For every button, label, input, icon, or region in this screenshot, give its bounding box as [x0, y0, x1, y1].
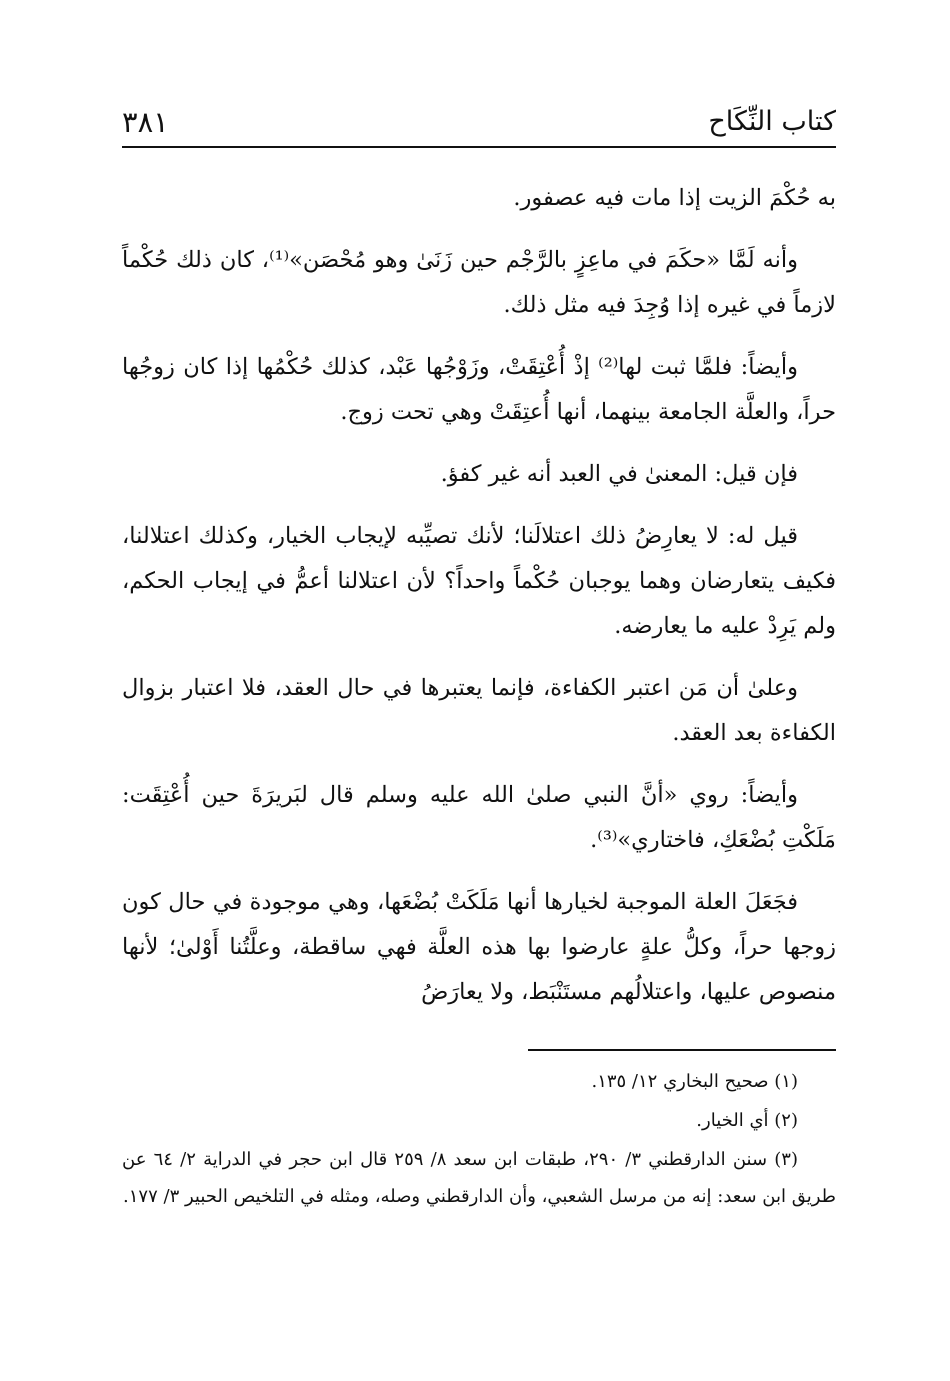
page-number: ٣٨١ — [122, 105, 169, 139]
paragraph: وعلىٰ أن مَن اعتبر الكفاءة، فإنما يعتبرها في حال العقد، فلا اعتبار بزوال الكفاءة بعد العقد. — [122, 675, 836, 746]
running-header — [122, 96, 836, 142]
paragraph: فإن قيل: المعنىٰ في العبد أنه غير كفؤ. — [440, 461, 798, 487]
chapter-title: كتاب النِّكَاح — [708, 106, 836, 137]
footnotes — [122, 1063, 836, 1215]
paragraph: وأنه لَمَّا «حكَمَ في ماعِزٍ بالرَّجْم حين زَنَىٰ وهو مُحْصَن»⁽¹⁾، كان ذلك حُكْماً لازماً في غيره إذا وُجِدَ فيه مثل ذلك. — [122, 247, 836, 318]
paragraph: قيل له: لا يعارِضُ ذلك اعتلالَنا؛ لأنك تصيِّبه لإيجاب الخيار، وكذلك اعتلالنا، فكيف يتعارضان وهما يوجبان حُكْماً واحداً؟ لأن اعتلالنا أعمُّ في إيجاب الحكم، ولم يَرِدْ عليه ما يعارضه. — [122, 523, 836, 639]
footnote: (٢) أي الخيار. — [696, 1110, 798, 1131]
paragraph: وأيضاً: روي «أنَّ النبي صلىٰ الله عليه وسلم قال لبَريرَةَ حين أُعْتِقَت: مَلَكْتِ بُضْعَكِ، فاختاري»⁽³⁾. — [122, 782, 836, 853]
footnote: (٣) سنن الدارقطني ٣/ ٢٩٠، طبقات ابن سعد ٨/ ٢٥٩ قال ابن حجر في الدراية ٢/ ٦٤ عن طريق ابن سعد: إنه من مرسل الشعبي، وأن الدارقطني وصله، ومثله في التلخيص الحبير ٣/ ١٧٧. — [122, 1149, 836, 1207]
footnote-separator — [528, 1049, 836, 1051]
main-text — [122, 176, 836, 1015]
paragraph: فجَعَلَ العلة الموجبة لخيارها أنها مَلَكَتْ بُضْعَها، وهي موجودة في حال كون زوجها حراً، وكلُّ علةٍ عارضوا بها هذه العلَّة فهي ساقطة، وعلَّتُنا أَوْلىٰ؛ لأنها منصوص عليها، واعتلالُهم مستَنْبَط، ولا يعارَضُ — [122, 889, 836, 1005]
paragraph: وأيضاً: فلمَّا ثبت لها⁽²⁾ إذْ أُعْتِقَتْ، وزَوْجُها عَبْد، كذلك حُكْمُها إذا كان زوجُها حراً، والعلَّة الجامعة بينهما، أنها أُعتِقَتْ وهي تحت زوج. — [122, 354, 836, 425]
header-rule — [122, 146, 836, 148]
book-page — [122, 96, 836, 1217]
footnote: (١) صحيح البخاري ١٢/ ١٣٥. — [591, 1071, 798, 1092]
paragraph: به حُكْمَ الزيت إذا مات فيه عصفور. — [513, 185, 836, 211]
